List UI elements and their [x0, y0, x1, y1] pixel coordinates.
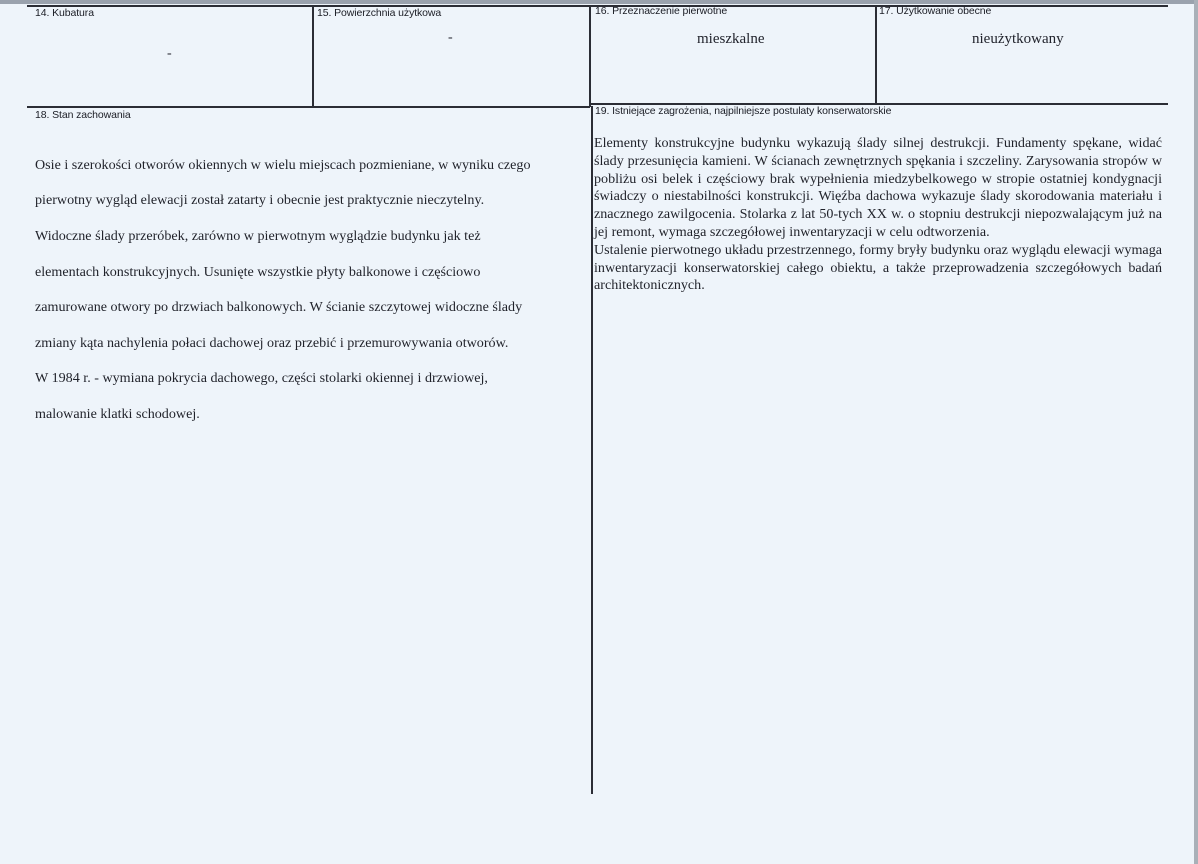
divider-18-19 — [591, 106, 593, 794]
field-18-text — [35, 139, 587, 442]
field-17-value: nieużytkowany — [972, 31, 1064, 47]
field-15-label: 15. Powierzchnia użytkowa — [317, 7, 442, 19]
page-right-edge — [1194, 0, 1198, 864]
field-19-paragraph-2: Ustalenie pierwotnego układu przestrzennego, formy bryły budynku oraz wyglądu elewacji wymaga inwentaryzacji konserwatorskiej całego obiektu, a także przeprowadzenia szczegółowych badań architektonicznych. — [594, 241, 1162, 294]
field-16-label: 16. Przeznaczenie pierwotne — [595, 5, 728, 17]
divider-15-16 — [589, 5, 591, 107]
field-17-label: 17. Użytkowanie obecne — [879, 5, 992, 17]
field-18-label: 18. Stan zachowania — [35, 109, 131, 121]
field-18-line: W 1984 r. - wymiana pokrycia dachowego, części stolarki okiennej i drzwiowej, — [35, 370, 488, 387]
field-14-value: - — [167, 46, 172, 61]
field-18-line: Widoczne ślady przeróbek, zarówno w pierwotnym wyglądzie budynku jak też — [35, 227, 481, 244]
row-divider-left — [27, 106, 590, 108]
field-18-line: pierwotny wygląd elewacji został zatarty i obecnie jest praktycznie nieczytelny. — [35, 192, 485, 209]
field-14-label: 14. Kubatura — [35, 7, 94, 19]
divider-16-17 — [875, 5, 877, 103]
field-19-text — [594, 135, 1162, 295]
field-18-line: zmiany kąta nachylenia połaci dachowej oraz przebić i przemurowywania otworów. — [35, 334, 509, 351]
field-19-label: 19. Istniejące zagrożenia, najpilniejsze postulaty konserwatorskie — [595, 105, 892, 117]
field-18-line: Osie i szerokości otworów okiennych w wielu miejscach pozmieniane, w wyniku czego — [35, 156, 531, 173]
field-16-value: mieszkalne — [697, 31, 765, 47]
field-15-value: - — [448, 30, 453, 45]
field-18-line: zamurowane otwory po drzwiach balkonowych. W ścianie szczytowej widoczne ślady — [35, 299, 523, 316]
field-18-line: malowanie klatki schodowej. — [35, 405, 200, 422]
field-19-paragraph-1: Elementy konstrukcyjne budynku wykazują ślady silnej destrukcji. Fundamenty spękane, widać ślady przesunięcia kamieni. W ścianach zewnętrznych spękania i szczeliny. Zarysowania stropów w pobliżu osi belek i częściowy brak wypełnienia miedzybelkowego w stropie ostatniej kondygnacji świadczy o niestabilności konstrukcji. Więźba dachowa wykazuje ślady skorodowania materiału i znacznego zawilgocenia. Stolarka z lat 50-tych XX w. o stopniu destrukcji niepozwalającym już na jej remont, wymaga szczegółowej inwentaryzacji w celu odtworzenia. — [594, 135, 1162, 240]
field-18-line: elementach konstrukcyjnych. Usunięte wszystkie płyty balkonowe i częściowo — [35, 263, 481, 280]
divider-14-15 — [312, 5, 314, 107]
page-top-edge — [0, 0, 1198, 4]
